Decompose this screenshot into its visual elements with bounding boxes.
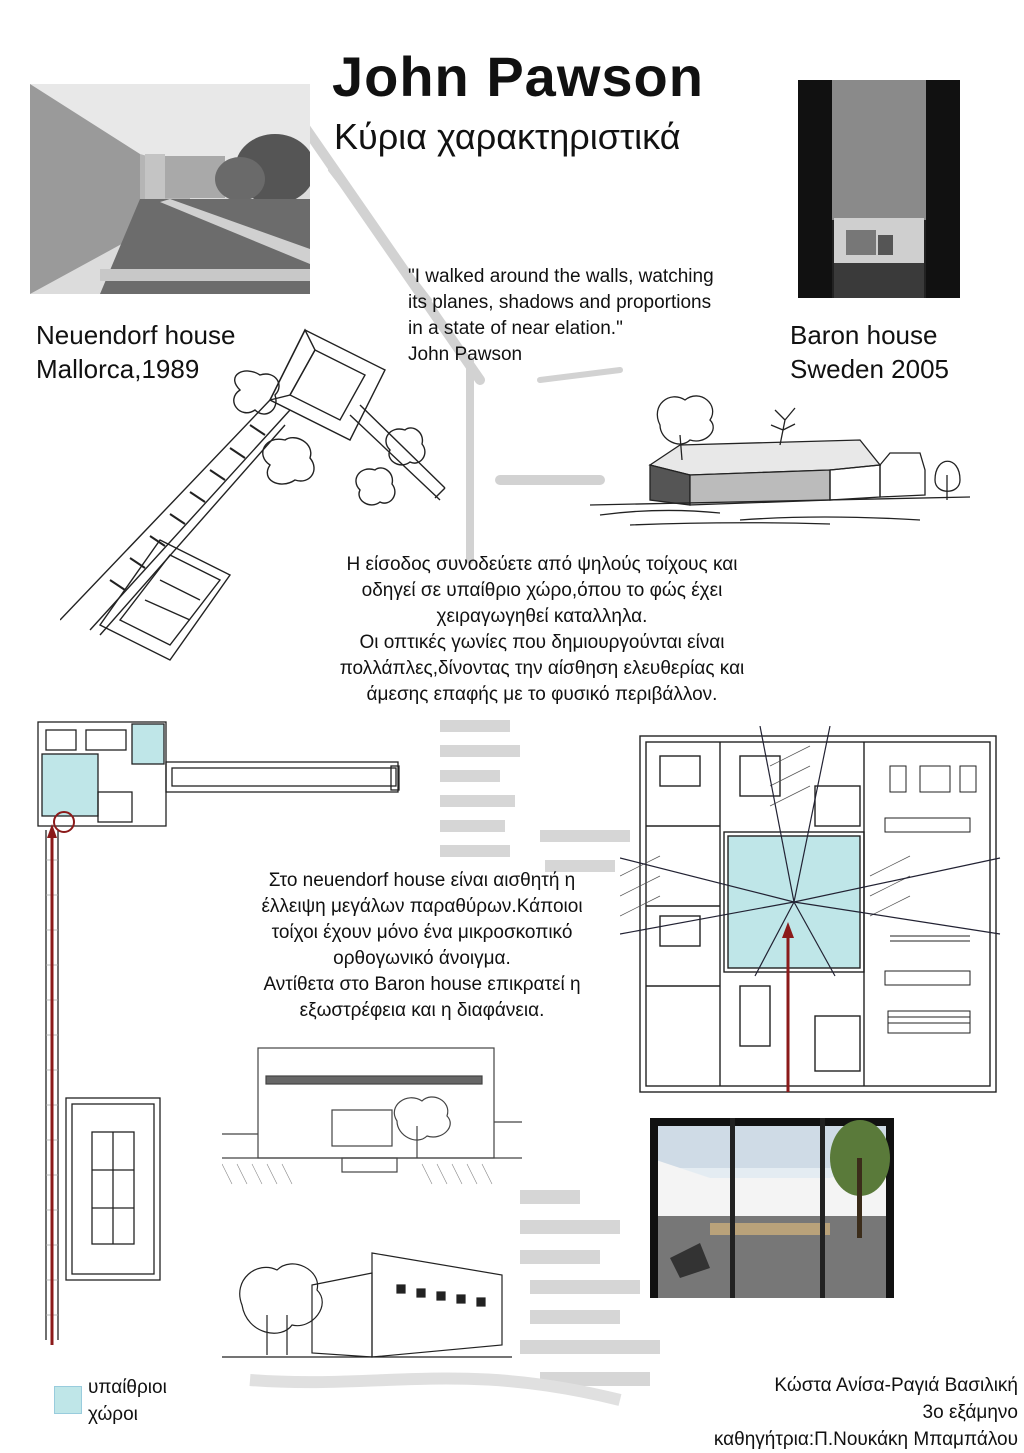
page-subtitle: Κύρια χαρακτηριστικά (334, 116, 681, 157)
paragraph-line: άμεσης επαφής με το φυσικό περιβάλλον. (366, 684, 718, 705)
paragraph-line: χειραγωγηθεί καταλληλα. (436, 606, 648, 627)
baron-photo (798, 80, 960, 298)
neuendorf-perspective-sketch (222, 1245, 512, 1365)
paragraph-line: πολλάπλες,δίνοντας την αίσθηση ελευθερίας και (339, 658, 745, 679)
paragraph-line: εξωστρέφεια και η διαφάνεια. (299, 1000, 545, 1021)
paragraph-line: τοίχοι έχουν μόνο ένα μικροσκοπικό (271, 922, 573, 943)
neuendorf-section (222, 1046, 522, 1188)
entrance-paragraph (292, 552, 792, 708)
page-title: John Pawson (332, 45, 704, 108)
neuendorf-location: Mallorca,1989 (36, 354, 200, 384)
baron-plan (620, 726, 1010, 1106)
quote-line: in a state of near elation." (408, 318, 623, 339)
baron-perspective-sketch (590, 385, 980, 530)
paragraph-line: ορθογωνικό άνοιγμα. (333, 948, 511, 969)
paragraph-line: Οι οπτικές γωνίες που δημιουργούνται είναι (359, 632, 725, 653)
courtyard-legend-label (88, 1374, 167, 1428)
neuendorf-photo (30, 84, 310, 294)
baron-location: Sweden 2005 (790, 354, 950, 384)
baron-name: Baron house (790, 320, 938, 350)
teacher: καθηγήτρια:Π.Νουκάκη Μπαμπάλου (713, 1429, 1018, 1450)
paragraph-line: οδηγεί σε υπαίθριο χώρο,όπου το φώς έχει (361, 580, 723, 601)
quote-line: its planes, shadows and proportions (408, 292, 712, 313)
windows-paragraph (222, 868, 622, 1024)
quote-line: "I walked around the walls, watching (408, 266, 714, 287)
courtyard-legend-swatch (54, 1386, 82, 1414)
legend-line: χώροι (88, 1404, 138, 1425)
neuendorf-name: Neuendorf house (36, 320, 236, 350)
quote-author: John Pawson (408, 344, 523, 365)
semester: 3ο εξάμηνο (922, 1402, 1018, 1423)
paragraph-line: Αντίθετα στο Baron house επικρατεί η (263, 974, 581, 995)
credits (714, 1372, 1018, 1453)
paragraph-line: έλλειψη μεγάλων παραθύρων.Κάποιοι (261, 896, 583, 917)
pawson-quote (408, 264, 778, 368)
legend-line: υπαίθριοι (88, 1377, 167, 1398)
paragraph-line: Στο neuendorf house είναι αισθητή η (268, 870, 576, 891)
authors: Κώστα Ανίσα-Ραγιά Βασιλική (774, 1375, 1018, 1396)
baron-courtyard-photo (650, 1118, 894, 1298)
baron-caption (790, 318, 949, 386)
paragraph-line: Η είσοδος συνοδεύετε από ψηλούς τοίχους και (346, 554, 738, 575)
